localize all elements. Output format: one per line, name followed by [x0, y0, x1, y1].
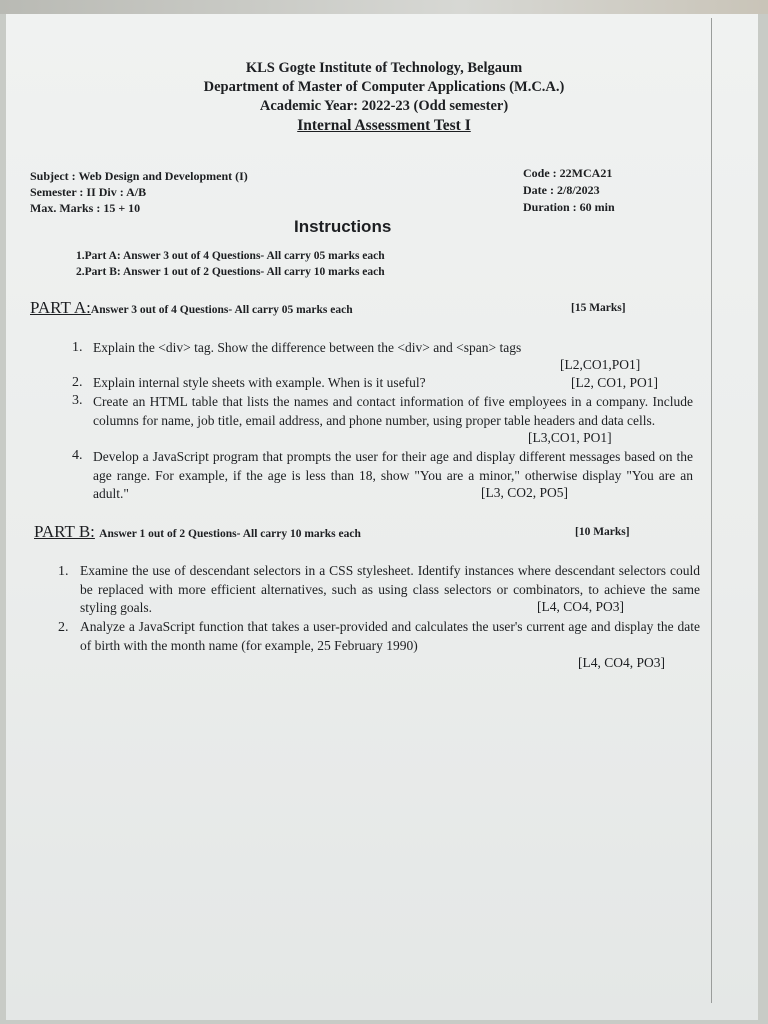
instruction-item: 1.Part A: Answer 3 out of 4 Questions- All carry 05 marks each	[76, 250, 385, 262]
question-tag: [L2, CO1, PO1]	[571, 375, 658, 390]
question-number: 1.	[72, 340, 83, 355]
question-tag: [L3,CO1, PO1]	[528, 430, 612, 445]
subject-line: Subject : Web Design and Development (I)	[30, 169, 248, 183]
exam-paper	[6, 14, 758, 1020]
exam-date: Date : 2/8/2023	[523, 183, 600, 197]
question-tag: [L4, CO4, PO3]	[537, 599, 624, 614]
test-title	[0, 117, 768, 135]
question-text: Develop a JavaScript program that prompts the user for their age and display different messages based on the age range. For example, if the age is less than 18, show "You are a minor," otherwise display "You are an adult."	[93, 449, 693, 501]
test-title-text: Internal Assessment Test I	[297, 117, 471, 134]
question-tag: [L3, CO2, PO5]	[481, 485, 568, 500]
question-tag: [L4, CO4, PO3]	[578, 655, 665, 670]
question-text: Analyze a JavaScript function that takes a user-provided and calculates the user's current age and display the date of birth with the month name (for example, 25 February 1990)	[80, 619, 700, 653]
background-strip	[0, 0, 768, 14]
question-text: Explain the <div> tag. Show the difference between the <div> and <span> tags	[93, 340, 522, 355]
institute-name: KLS Gogte Institute of Technology, Belgaum	[245, 60, 523, 76]
part-a-subtitle: Answer 3 out of 4 Questions- All carry 05 marks each	[90, 304, 353, 316]
part-b-heading	[34, 522, 361, 542]
course-code: Code : 22MCA21	[523, 166, 613, 180]
question-text: Explain internal style sheets with example. When is it useful?	[93, 375, 426, 390]
question-text: Examine the use of descendant selectors in a CSS stylesheet. Identify instances where descendant selectors could be replaced with more efficient alternatives, such as using class selectors or combinators, to achieve the same styling goals.	[80, 563, 700, 615]
exam-duration: Duration : 60 min	[523, 200, 615, 214]
part-a-label: PART A:	[30, 298, 91, 317]
part-a-marks: [15 Marks]	[571, 302, 626, 314]
part-b-label: PART B:	[34, 522, 95, 541]
part-a-heading	[30, 298, 353, 318]
page-edge-line	[711, 18, 712, 1003]
academic-year: Academic Year: 2022-23 (Odd semester)	[259, 98, 509, 114]
part-b-subtitle: Answer 1 out of 2 Questions- All carry 10 marks each	[99, 528, 361, 540]
question-number: 1.	[58, 564, 69, 579]
part-b-marks: [10 Marks]	[575, 526, 630, 538]
instructions-title: Instructions	[294, 217, 392, 236]
department-name: Department of Master of Computer Applications (M.C.A.)	[203, 79, 565, 95]
question-number: 2.	[72, 375, 83, 390]
question-tag: [L2,CO1,PO1]	[560, 357, 641, 372]
instruction-item: 2.Part B: Answer 1 out of 2 Questions- All carry 10 marks each	[76, 266, 385, 278]
question-number: 2.	[58, 620, 69, 635]
question-text: Create an HTML table that lists the names and contact information of five employees in a company. Include columns for name, job title, email address, and phone number, using proper table headers and data cells.	[93, 394, 693, 428]
semester-line: Semester : II Div : A/B	[30, 185, 147, 199]
question-number: 3.	[72, 393, 83, 408]
max-marks-line: Max. Marks : 15 + 10	[30, 201, 141, 215]
question-number: 4.	[72, 448, 83, 463]
